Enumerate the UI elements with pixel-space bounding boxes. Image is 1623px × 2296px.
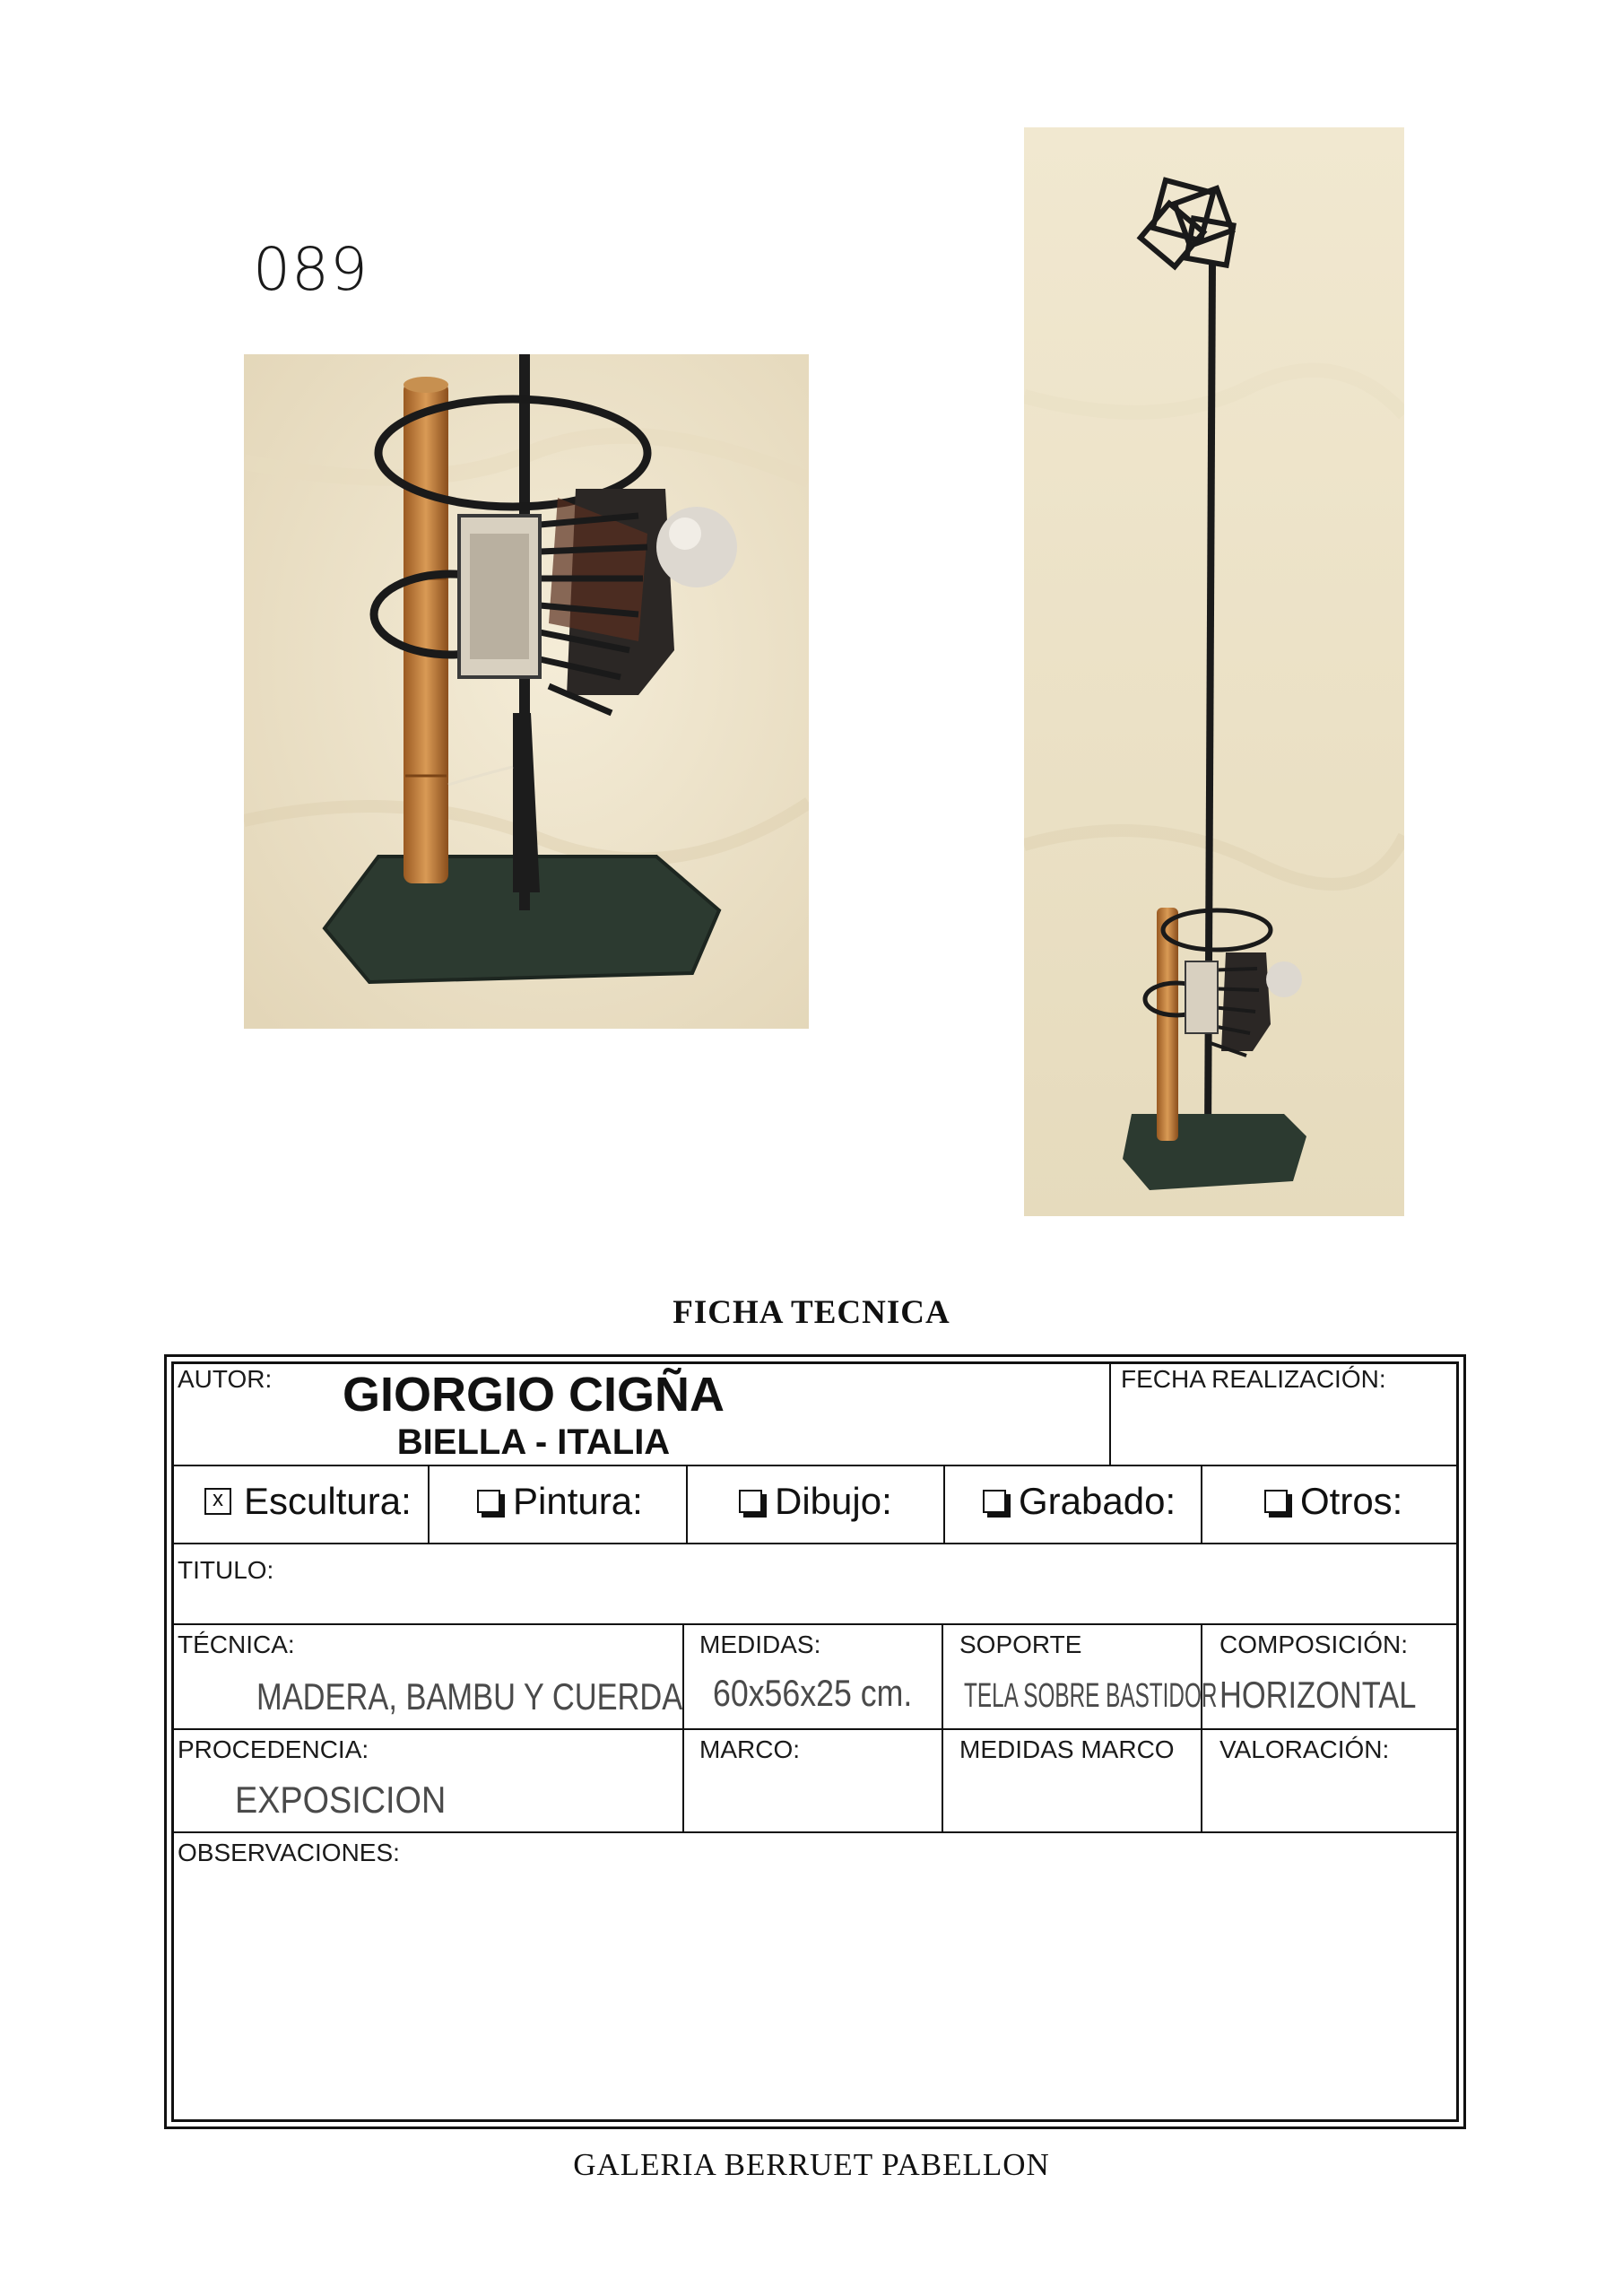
frame-label: MARCO: <box>699 1735 800 1763</box>
sculpture-full-photo <box>1024 127 1404 1216</box>
col-divider <box>682 1623 684 1832</box>
frame-measures-label: MEDIDAS MARCO <box>959 1735 1175 1763</box>
col-divider <box>1201 1465 1202 1544</box>
date-label: FECHA REALIZACIÓN: <box>1121 1365 1386 1393</box>
type-option-label: Dibujo: <box>775 1480 892 1522</box>
sculpture-detail-photo <box>244 354 809 1029</box>
checkbox-checked-icon[interactable]: x <box>204 1488 231 1515</box>
author-name: GIORGIO CIGÑA <box>342 1368 725 1422</box>
author-label: AUTOR: <box>178 1365 273 1393</box>
col-divider <box>1109 1361 1111 1465</box>
row-divider <box>171 1831 1459 1833</box>
type-option-label: Grabado: <box>1019 1480 1176 1522</box>
row-divider <box>171 1465 1459 1466</box>
type-option-label: Otros: <box>1300 1480 1403 1522</box>
type-option-painting[interactable] <box>477 1480 643 1523</box>
measures-label: MEDIDAS: <box>699 1631 821 1658</box>
type-option-drawing[interactable] <box>739 1480 892 1523</box>
col-divider <box>942 1623 943 1832</box>
type-option-engraving[interactable] <box>983 1480 1176 1523</box>
checkbox-icon[interactable] <box>983 1490 1006 1513</box>
sheet-title: FICHA TECNICA <box>673 1294 950 1331</box>
author-origin: BIELLA - ITALIA <box>396 1422 671 1462</box>
composition-label: COMPOSICIÓN: <box>1219 1631 1409 1658</box>
provenance-value: EXPOSICION <box>235 1779 447 1821</box>
type-option-label: Escultura: <box>244 1480 412 1522</box>
technique-label: TÉCNICA: <box>178 1631 295 1658</box>
type-option-sculpture[interactable] <box>204 1480 412 1523</box>
support-value: TELA SOBRE BASTIDOR <box>964 1677 1218 1715</box>
technique-value: MADERA, BAMBU Y CUERDA <box>256 1675 683 1718</box>
title-label: TITULO: <box>178 1556 274 1584</box>
observations-label: OBSERVACIONES: <box>178 1839 400 1866</box>
row-divider <box>171 1728 1459 1730</box>
checkbox-icon[interactable] <box>1264 1490 1288 1513</box>
catalog-number: 089 <box>253 235 369 304</box>
row-divider <box>171 1543 1459 1544</box>
col-divider <box>1201 1623 1202 1832</box>
checkbox-icon[interactable] <box>739 1490 762 1513</box>
gallery-name: GALERIA BERRUET PABELLON <box>573 2147 1050 2182</box>
type-option-label: Pintura: <box>513 1480 643 1522</box>
col-divider <box>428 1465 430 1544</box>
col-divider <box>686 1465 688 1544</box>
provenance-label: PROCEDENCIA: <box>178 1735 369 1763</box>
row-divider <box>171 1623 1459 1625</box>
measures-value: 60x56x25 cm. <box>713 1672 913 1714</box>
support-label: SOPORTE <box>959 1631 1082 1658</box>
col-divider <box>943 1465 945 1544</box>
checkbox-icon[interactable] <box>477 1490 500 1513</box>
valuation-label: VALORACIÓN: <box>1219 1735 1390 1763</box>
composition-value: HORIZONTAL <box>1219 1674 1417 1716</box>
type-option-other[interactable] <box>1264 1480 1402 1523</box>
